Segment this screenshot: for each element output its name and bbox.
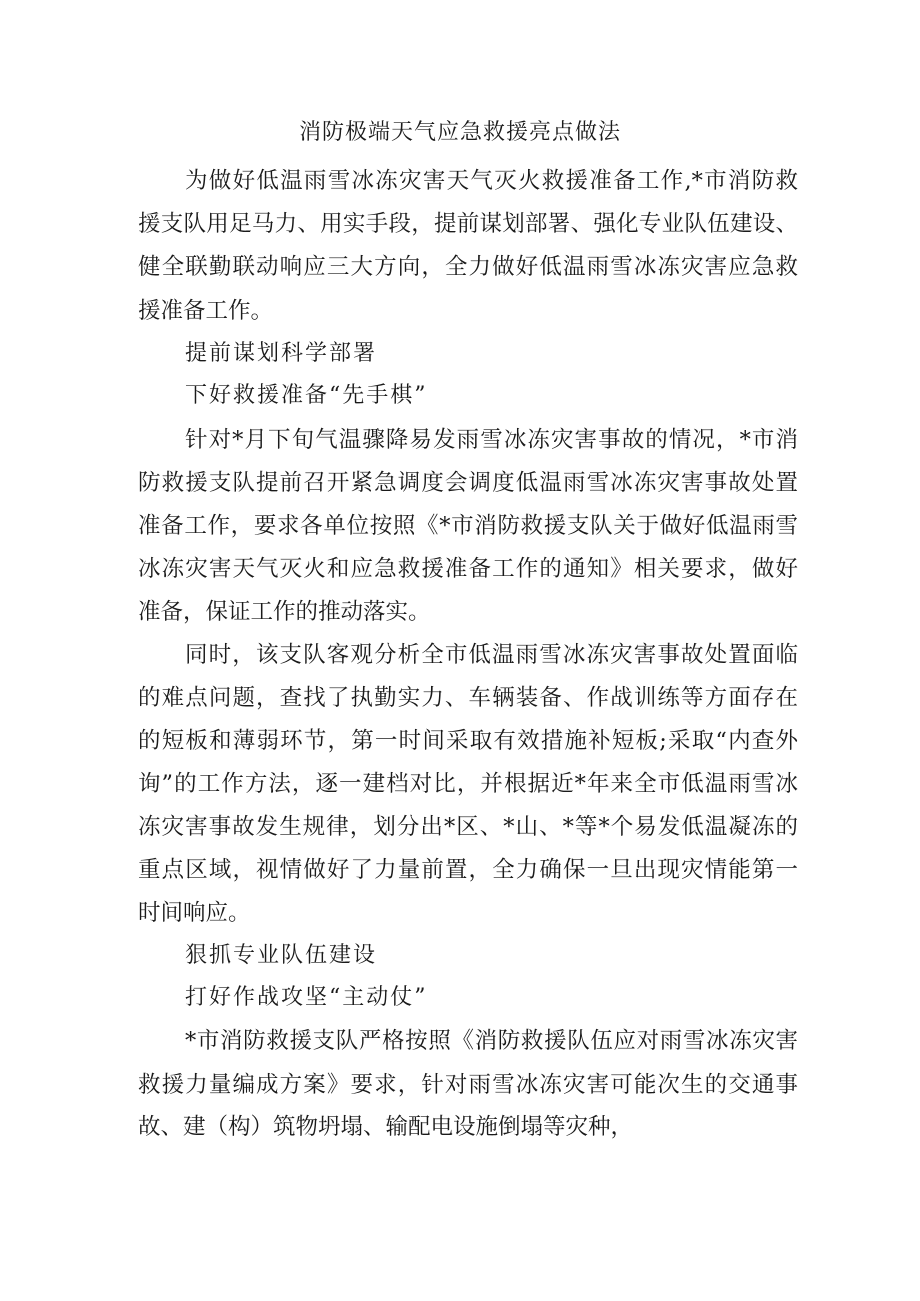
paragraph-line: 询”的工作方法，逐一建档对比，并根据近*年来全市低温雨雪冰 (138, 771, 798, 797)
intro-line: 援准备工作。 (138, 298, 274, 324)
paragraph-line: 同时，该支队客观分析全市低温雨雪冰冻灾害事故处置面临 (185, 642, 798, 668)
paragraph-line: 防救援支队提前召开紧急调度会调度低温雨雪冰冻灾害事故处置 (138, 470, 798, 496)
section-subheading: 打好作战攻坚“主动仗” (185, 985, 428, 1010)
paragraph-line: 时间响应。 (138, 900, 251, 926)
document-title: 消防极端天气应急救援亮点做法 (298, 120, 621, 145)
intro-line: 健全联勤联动响应三大方向，全力做好低温雨雪冰冻灾害应急救 (138, 254, 798, 280)
paragraph-line: 的难点问题，查找了执勤实力、车辆装备、作战训练等方面存在 (138, 685, 798, 711)
paragraph-line: 故、建（构）筑物坍塌、输配电设施倒塌等灾种， (138, 1114, 634, 1140)
section-heading: 提前谋划科学部署 (185, 341, 378, 366)
paragraph-line: 重点区域，视情做好了力量前置，全力确保一旦出现灾情能第一 (138, 857, 798, 883)
intro-line: 为做好低温雨雪冰冻灾害天气灭火救援准备工作,*市消防救 (185, 168, 798, 194)
intro-line: 援支队用足马力、用实手段，提前谋划部署、强化专业队伍建设、 (138, 211, 798, 237)
section-heading: 狠抓专业队伍建设 (185, 943, 378, 968)
section-subheading: 下好救援准备“先手棋” (185, 383, 428, 408)
paragraph-line: 准备，保证工作的推动落实。 (138, 599, 431, 625)
paragraph-line: 针对*月下旬气温骤降易发雨雪冰冻灾害事故的情况，*市消 (185, 427, 798, 453)
paragraph-line: 冰冻灾害天气灭火和应急救援准备工作的通知》相关要求，做好 (138, 556, 798, 582)
paragraph-line: 救援力量编成方案》要求，针对雨雪冰冻灾害可能次生的交通事 (138, 1072, 798, 1098)
paragraph-line: 的短板和薄弱环节，第一时间采取有效措施补短板;采取“内查外 (138, 728, 798, 754)
paragraph-line: *市消防救援支队严格按照《消防救援队伍应对雨雪冰冻灾害 (185, 1028, 798, 1054)
paragraph-line: 准备工作，要求各单位按照《*市消防救援支队关于做好低温雨雪 (138, 513, 798, 539)
paragraph-line: 冻灾害事故发生规律，划分出*区、*山、*等*个易发低温凝冻的 (138, 814, 798, 840)
